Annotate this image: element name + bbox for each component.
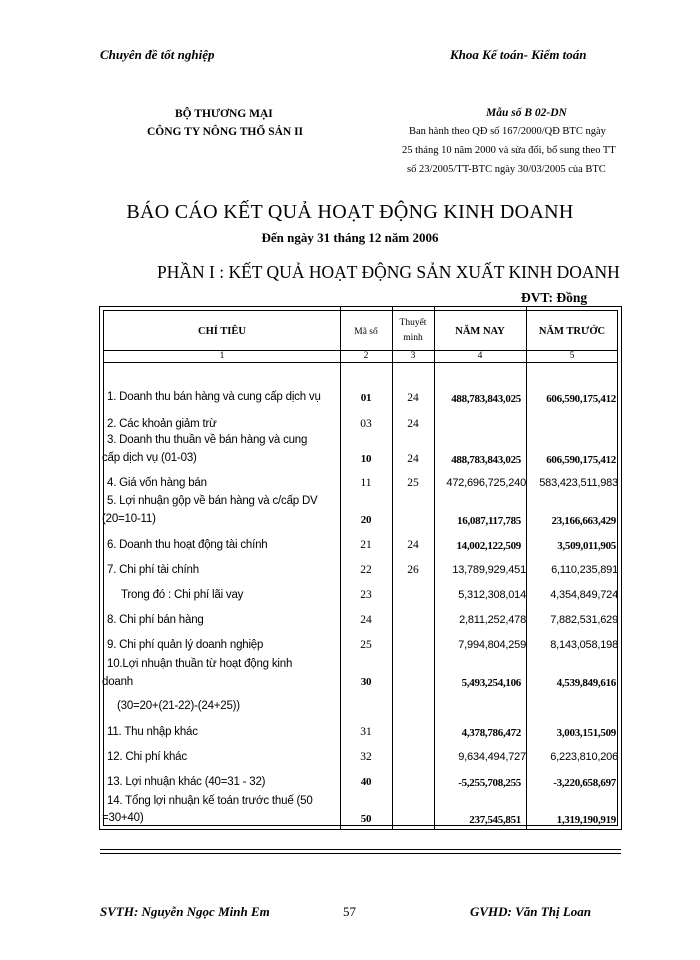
row-1-note: 24 bbox=[407, 392, 419, 404]
org-ministry: BỘ THƯƠNG MẠI bbox=[175, 108, 273, 120]
row-3-code: 10 bbox=[360, 453, 372, 465]
row-12-name: (30=20+(21-22)-(24+25)) bbox=[117, 700, 240, 712]
row-16-name: 14. Tổng lợi nhuận kế toán trước thuế (50 bbox=[107, 795, 313, 807]
row-11-last-year: 4,539,849,616 bbox=[556, 677, 616, 689]
row-13-this-year: 4,378,786,472 bbox=[461, 727, 521, 739]
row-5-code: 20 bbox=[360, 514, 372, 526]
row-7-this-year: 13,789,929,451 bbox=[452, 564, 526, 576]
row-13-last-year: 3,003,151,509 bbox=[556, 727, 616, 739]
row-14-name: 12. Chi phí khác bbox=[107, 751, 187, 763]
part-title: PHẦN I : KẾT QUẢ HOẠT ĐỘNG SẢN XUẤT KINH DOANH bbox=[157, 262, 620, 282]
footer-rule-2 bbox=[100, 853, 621, 854]
page-header-right: Khoa Kế toán- Kiểm toán bbox=[450, 47, 587, 62]
row-7-name: 7. Chi phí tài chính bbox=[107, 564, 199, 576]
row-3-last-year: 606,590,175,412 bbox=[546, 454, 616, 466]
form-line-2: 25 tháng 10 năm 2000 và sửa đổi, bổ sung theo TT bbox=[402, 145, 616, 156]
row-13-name: 11. Thu nhập khác bbox=[107, 726, 198, 738]
row-4-name: 4. Giá vốn hàng bán bbox=[107, 477, 207, 489]
currency-unit: ĐVT: Đồng bbox=[521, 290, 588, 305]
report-title: BÁO CÁO KẾT QUẢ HOẠT ĐỘNG KINH DOANH bbox=[126, 201, 574, 223]
row-6-this-year: 14,002,122,509 bbox=[456, 540, 521, 552]
row-9-code: 24 bbox=[360, 614, 372, 626]
row-7-last-year: 6,110,235,891 bbox=[551, 564, 618, 576]
row-3-this-year: 488,783,843,025 bbox=[451, 454, 521, 466]
row-6-code: 21 bbox=[360, 539, 372, 551]
row-4-this-year: 472,696,725,240 bbox=[446, 477, 526, 489]
row-7-code: 22 bbox=[360, 564, 372, 576]
row-6-last-year: 3,509,011,905 bbox=[557, 540, 616, 552]
row-1-last-year: 606,590,175,412 bbox=[546, 393, 616, 405]
footer-page-number: 57 bbox=[343, 904, 356, 919]
row-16-last-year: 1,319,190,919 bbox=[556, 814, 616, 826]
row-4-code: 11 bbox=[360, 477, 372, 489]
col-number-2: 2 bbox=[363, 351, 369, 361]
row-2-code: 03 bbox=[360, 418, 372, 430]
row-1-name: 1. Doanh thu bán hàng và cung cấp dịch vụ bbox=[107, 391, 321, 403]
row-6-name: 6. Doanh thu hoạt động tài chính bbox=[107, 539, 268, 551]
row-15-this-year: -5,255,708,255 bbox=[458, 777, 521, 789]
row-9-last-year: 7,882,531,629 bbox=[550, 614, 618, 626]
row-8-this-year: 5,312,308,014 bbox=[458, 589, 526, 601]
col-number-4: 4 bbox=[477, 351, 483, 361]
footer-supervisor: GVHD: Văn Thị Loan bbox=[470, 904, 591, 919]
form-code: Mẫu số B 02-DN bbox=[486, 107, 567, 119]
row-7-note: 26 bbox=[407, 564, 419, 576]
row-11-code: 30 bbox=[360, 676, 372, 688]
row-10-name: 9. Chi phí quản lý doanh nghiệp bbox=[107, 639, 264, 651]
col-number-3: 3 bbox=[410, 351, 416, 361]
row-4-note: 25 bbox=[407, 477, 419, 489]
row-3-name-cont: cấp dịch vụ (01-03) bbox=[102, 452, 197, 464]
header-note-line2: minh bbox=[403, 333, 423, 343]
row-15-name: 13. Lợi nhuận khác (40=31 - 32) bbox=[107, 776, 266, 788]
header-code: Mã số bbox=[354, 327, 378, 337]
col-number-1: 1 bbox=[219, 351, 225, 361]
row-11-name: 10.Lợi nhuận thuần từ hoạt động kinh bbox=[107, 658, 293, 670]
col-number-rule bbox=[103, 362, 618, 363]
header-this-year: NĂM NAY bbox=[455, 326, 505, 337]
row-14-this-year: 9,634,494,727 bbox=[458, 751, 526, 763]
header-last-year: NĂM TRƯỚC bbox=[538, 326, 606, 337]
org-company: CÔNG TY NÔNG THỔ SẢN II bbox=[147, 126, 304, 138]
row-5-name-cont: (20=10-11) bbox=[102, 513, 156, 525]
report-subtitle: Đến ngày 31 tháng 12 năm 2006 bbox=[261, 230, 439, 245]
row-13-code: 31 bbox=[360, 726, 372, 738]
row-15-code: 40 bbox=[360, 776, 372, 788]
row-8-last-year: 4,354,849,724 bbox=[550, 589, 618, 601]
header-indicator: CHỈ TIÊU bbox=[198, 326, 246, 337]
row-11-this-year: 5,493,254,106 bbox=[461, 677, 521, 689]
form-line-1: Ban hành theo QĐ số 167/2000/QĐ BTC ngày bbox=[409, 126, 606, 137]
row-9-name: 8. Chi phí bán hàng bbox=[107, 614, 204, 626]
row-1-this-year: 488,783,843,025 bbox=[451, 393, 521, 405]
row-10-this-year: 7,994,804,259 bbox=[458, 639, 526, 651]
col-number-5: 5 bbox=[569, 351, 575, 361]
row-10-last-year: 8,143,058,198 bbox=[550, 639, 618, 651]
footer-student: SVTH: Nguyễn Ngọc Minh Em bbox=[100, 904, 270, 919]
row-6-note: 24 bbox=[407, 539, 419, 551]
row-5-last-year: 23,166,663,429 bbox=[551, 515, 616, 527]
header-note-line1: Thuyết bbox=[399, 318, 427, 328]
row-16-code: 50 bbox=[360, 813, 372, 825]
row-5-this-year: 16,087,117,785 bbox=[457, 515, 521, 527]
row-9-this-year: 2,811,252,478 bbox=[459, 614, 526, 626]
row-16-this-year: 237,545,851 bbox=[469, 814, 521, 826]
row-11-name-cont: doanh bbox=[102, 676, 133, 688]
row-2-note: 24 bbox=[407, 418, 419, 430]
row-2-name: 2. Các khoản giảm trừ bbox=[107, 418, 217, 430]
row-3-name: 3. Doanh thu thuần về bán hàng và cung bbox=[107, 434, 308, 446]
row-14-code: 32 bbox=[360, 751, 372, 763]
row-15-last-year: -3,220,658,697 bbox=[553, 777, 616, 789]
row-8-code: 23 bbox=[360, 589, 372, 601]
row-5-name: 5. Lợi nhuận gộp về bán hàng và c/cấp DV bbox=[107, 495, 318, 507]
footer-rule-1 bbox=[100, 849, 621, 850]
row-14-last-year: 6,223,810,206 bbox=[550, 751, 618, 763]
form-line-3: số 23/2005/TT-BTC ngày 30/03/2005 của BTC bbox=[407, 164, 606, 175]
row-1-code: 01 bbox=[360, 392, 372, 404]
row-4-last-year: 583,423,511,983 bbox=[539, 477, 618, 489]
row-10-code: 25 bbox=[360, 639, 372, 651]
row-3-note: 24 bbox=[407, 453, 419, 465]
row-8-name: Trong đó : Chi phí lãi vay bbox=[121, 589, 244, 601]
page-header-left: Chuyên đề tốt nghiệp bbox=[100, 47, 215, 62]
row-16-name-cont: =30+40) bbox=[102, 812, 144, 824]
